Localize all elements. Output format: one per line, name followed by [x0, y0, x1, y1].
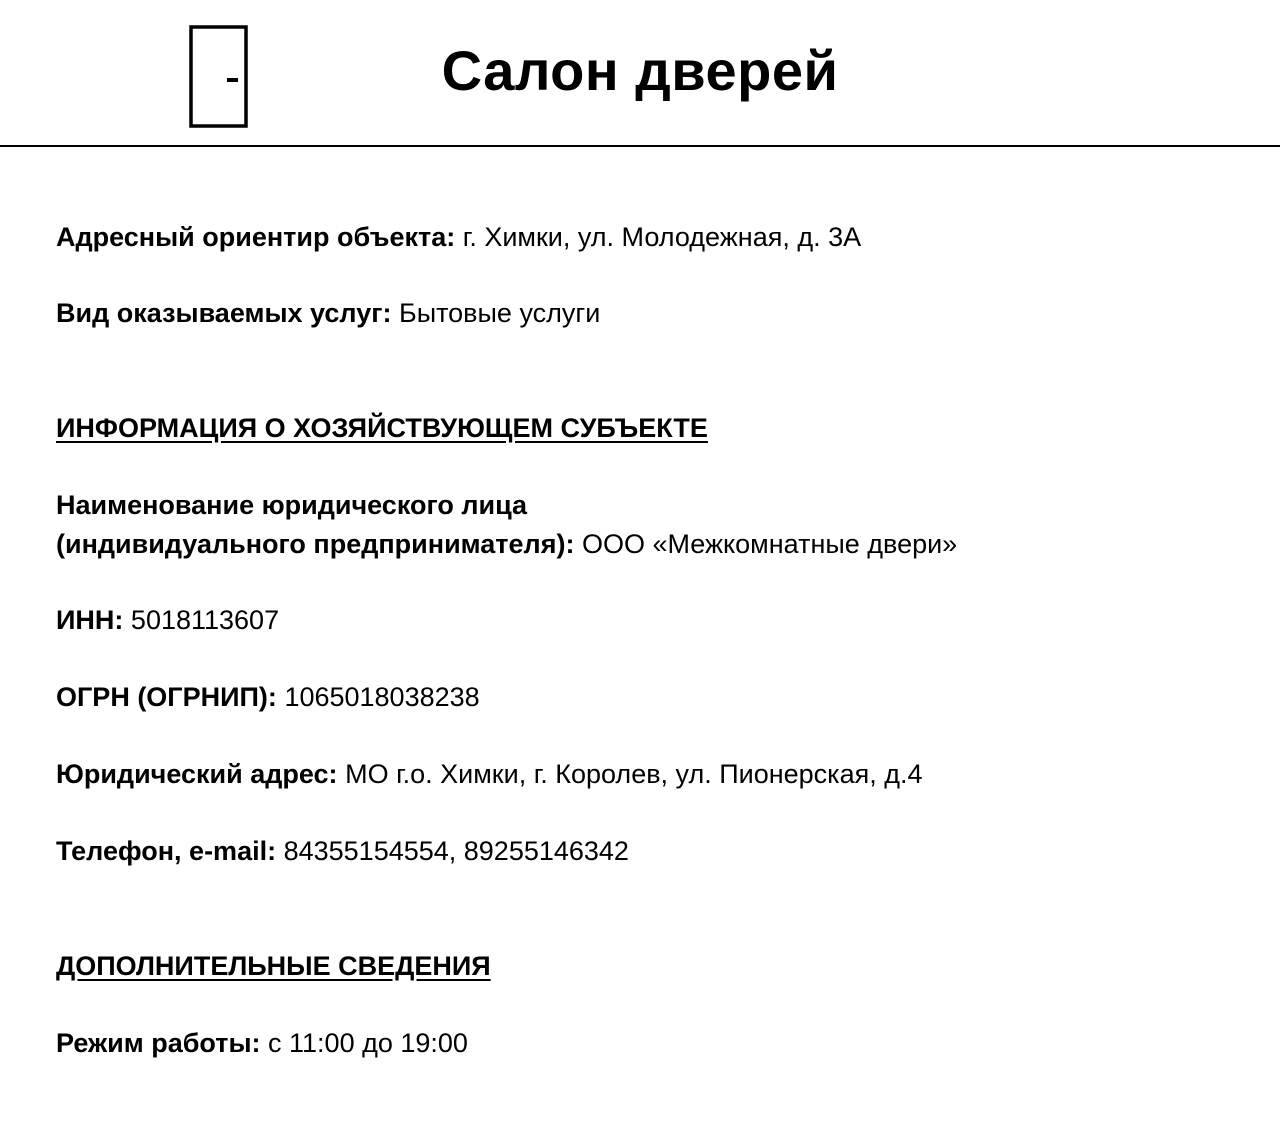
service-type-value: Бытовые услуги [398, 298, 601, 328]
inn-value: 5018113607 [130, 605, 280, 635]
inn-label: ИНН: [56, 605, 124, 635]
object-address-label: Адресный ориентир объекта: [56, 222, 456, 252]
entity-section-heading: ИНФОРМАЦИЯ О ХОЗЯЙСТВУЮЩЕМ СУБЪЕКТЕ [56, 413, 708, 443]
legal-address-label: Юридический адрес: [56, 759, 338, 789]
legal-address-row [56, 755, 922, 794]
contacts-row [56, 832, 629, 871]
object-address-row [56, 218, 861, 257]
inn-row [56, 601, 279, 640]
page-title: Салон дверей [441, 39, 839, 102]
working-hours-label: Режим работы: [56, 1028, 261, 1058]
entity-name-label-line2: (индивидуального предпринимателя): [56, 529, 575, 559]
entity-name-label-line1: Наименование юридического лица [56, 490, 528, 520]
working-hours-row [56, 1024, 468, 1063]
contacts-value: 84355154554, 89255146342 [283, 836, 629, 866]
entity-name-row [56, 486, 957, 564]
service-type-row [56, 294, 600, 333]
ogrn-row [56, 678, 480, 717]
ogrn-value: 1065018038238 [284, 682, 480, 712]
legal-address-value: МО г.о. Химки, г. Королев, ул. Пионерская, д.4 [345, 759, 923, 789]
extra-section-heading: ДОПОЛНИТЕЛЬНЫЕ СВЕДЕНИЯ [56, 951, 491, 981]
ogrn-label: ОГРН (ОГРНИП): [56, 682, 277, 712]
header [0, 0, 1280, 147]
object-address-value: г. Химки, ул. Молодежная, д. 3А [462, 222, 862, 252]
service-type-label: Вид оказываемых услуг: [56, 298, 392, 328]
contacts-label: Телефон, e-mail: [56, 836, 277, 866]
working-hours-value: с 11:00 до 19:00 [268, 1028, 468, 1058]
entity-name-value: ООО «Межкомнатные двери» [581, 529, 958, 559]
